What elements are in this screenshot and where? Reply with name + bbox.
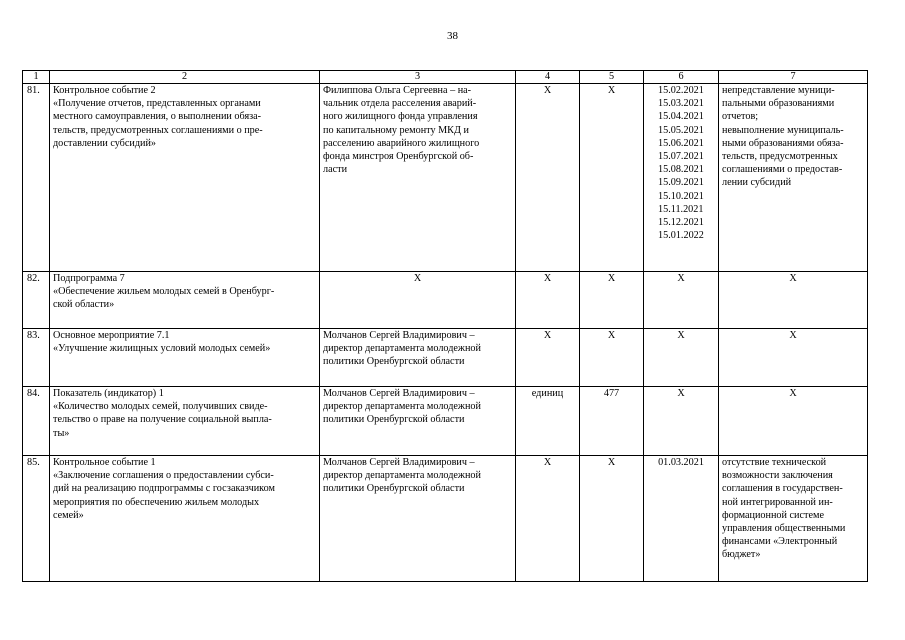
event-title: Основное мероприятие 7.1 [53, 330, 170, 341]
risk-line: пальными образованиями [722, 98, 835, 110]
cell-col7: X [719, 329, 868, 387]
cell-col7: X [719, 272, 868, 329]
description-line: мероприятия по обеспечению жильем молодых [53, 496, 260, 508]
header-cell-2: 2 [50, 71, 320, 84]
control-events-table [22, 70, 868, 582]
responsible-line: расселению аварийного жилищного [323, 137, 480, 149]
cell-col4: X [516, 329, 580, 387]
date-item: 15.05.2021 [658, 124, 704, 136]
risk-line: ными образованиями обяза- [722, 137, 844, 149]
responsible-line: директор департамента молодежной [323, 470, 481, 482]
cell-col7: X [719, 387, 868, 456]
date-item: 15.12.2021 [658, 217, 704, 229]
responsible-line: директор департамента молодежной [323, 401, 481, 413]
cell-col6: X [644, 272, 719, 329]
event-title: Контрольное событие 1 [53, 457, 156, 468]
risk-line: финансами «Электронный [722, 536, 838, 548]
date-item: 15.06.2021 [658, 137, 704, 149]
event-description [50, 84, 320, 272]
description-line: «Заключение соглашения о предоставлении субси- [53, 470, 274, 482]
description-line: семей» [53, 509, 84, 521]
responsible-line: Молчанов Сергей Владимирович – [323, 388, 475, 399]
row-number: 82. [23, 272, 50, 329]
risk-line: невыполнение муниципаль- [722, 124, 844, 136]
description-line: ской области» [53, 299, 115, 311]
cell-col5: X [580, 84, 644, 272]
event-description [50, 456, 320, 582]
header-cell-3: 3 [320, 71, 516, 84]
event-title: Контрольное событие 2 [53, 85, 156, 96]
responsible-person [320, 456, 516, 582]
date-item: 15.08.2021 [658, 164, 704, 176]
header-cell-1: 1 [23, 71, 50, 84]
responsible-line: политики Оренбургской области [323, 414, 465, 426]
risk-line: возможности заключения [722, 470, 833, 482]
header-cell-7: 7 [719, 71, 868, 84]
description-line: «Обеспечение жильем молодых семей в Оренбург- [53, 286, 275, 298]
responsible-line: Молчанов Сергей Владимирович – [323, 330, 475, 341]
risk-line: отчетов; [722, 111, 759, 123]
date-item: 15.07.2021 [658, 151, 704, 163]
description-line: тельств, предусмотренных соглашениями о пре- [53, 124, 263, 136]
description-line: доставлении субсидий» [53, 137, 157, 149]
cell-col6: X [644, 387, 719, 456]
responsible-person [320, 387, 516, 456]
date-item: 15.09.2021 [658, 177, 704, 189]
risk-line: лении субсидий [722, 177, 792, 189]
deadline-dates [644, 84, 719, 272]
description-line: «Получение отчетов, представленных органами [53, 98, 261, 110]
responsible-line: ного жилищного фонда управления [323, 111, 478, 123]
responsible-person [320, 84, 516, 272]
cell-col4: X [516, 456, 580, 582]
responsible-person: X [320, 272, 516, 329]
description-line: тельство о праве на получение социальной выпла- [53, 414, 272, 426]
row-number: 85. [23, 456, 50, 582]
row-number: 83. [23, 329, 50, 387]
cell-col5: X [580, 329, 644, 387]
responsible-person [320, 329, 516, 387]
cell-col4: X [516, 84, 580, 272]
responsible-line: по капитальному ремонту МКД и [323, 124, 469, 136]
deadline-date: 01.03.2021 [644, 456, 719, 582]
header-row [23, 71, 868, 84]
responsible-line: чальник отдела расселения аварий- [323, 98, 477, 110]
cell-col4: X [516, 272, 580, 329]
cell-col5: X [580, 456, 644, 582]
description-line: дий на реализацию подпрограммы с госзаказчиком [53, 483, 275, 495]
event-description [50, 387, 320, 456]
date-item: 15.11.2021 [658, 203, 704, 215]
description-line: ты» [53, 427, 70, 439]
risk-line: формационной системе [722, 509, 824, 521]
date-item: 15.02.2021 [658, 85, 704, 96]
row-number: 81. [23, 84, 50, 272]
date-item: 15.01.2022 [658, 230, 704, 242]
risk-line: непредставление муници- [722, 85, 835, 96]
cell-col6: X [644, 329, 719, 387]
responsible-line: Молчанов Сергей Владимирович – [323, 457, 475, 468]
table-row [23, 272, 868, 329]
date-item: 15.03.2021 [658, 98, 704, 110]
description-line: «Количество молодых семей, получивших свиде- [53, 401, 268, 413]
header-cell-5: 5 [580, 71, 644, 84]
header-cell-6: 6 [644, 71, 719, 84]
page-number: 38 [447, 30, 458, 42]
responsible-line: ласти [323, 164, 348, 176]
risk-line: управления общественными [722, 523, 846, 535]
risk-line: отсутствие технической [722, 457, 827, 468]
risk-description [719, 84, 868, 272]
table-row [23, 84, 868, 272]
risk-line: ной интегрированной ин- [722, 496, 833, 508]
risk-line: бюджет» [722, 549, 761, 561]
description-line: «Улучшение жилищных условий молодых семей» [53, 343, 271, 355]
date-item: 15.10.2021 [658, 190, 704, 202]
risk-line: соглашения в государствен- [722, 483, 843, 495]
event-description [50, 272, 320, 329]
row-number: 84. [23, 387, 50, 456]
responsible-line: политики Оренбургской области [323, 356, 465, 368]
risk-line: соглашениями о предостав- [722, 164, 843, 176]
table-row [23, 456, 868, 582]
value-cell: 477 [580, 387, 644, 456]
responsible-line: Филиппова Ольга Сергеевна – на- [323, 85, 472, 96]
date-item: 15.04.2021 [658, 111, 704, 123]
responsible-line: фонда минстроя Оренбургской об- [323, 151, 474, 163]
risk-line: тельств, предусмотренных [722, 151, 838, 163]
event-title: Показатель (индикатор) 1 [53, 388, 164, 399]
responsible-line: политики Оренбургской области [323, 483, 465, 495]
risk-description [719, 456, 868, 582]
cell-col5: X [580, 272, 644, 329]
event-description [50, 329, 320, 387]
unit-cell: единиц [516, 387, 580, 456]
table-row [23, 329, 868, 387]
description-line: местного самоуправления, о выполнении обяза- [53, 111, 262, 123]
event-title: Подпрограмма 7 [53, 273, 125, 284]
table-row [23, 387, 868, 456]
header-cell-4: 4 [516, 71, 580, 84]
responsible-line: директор департамента молодежной [323, 343, 481, 355]
